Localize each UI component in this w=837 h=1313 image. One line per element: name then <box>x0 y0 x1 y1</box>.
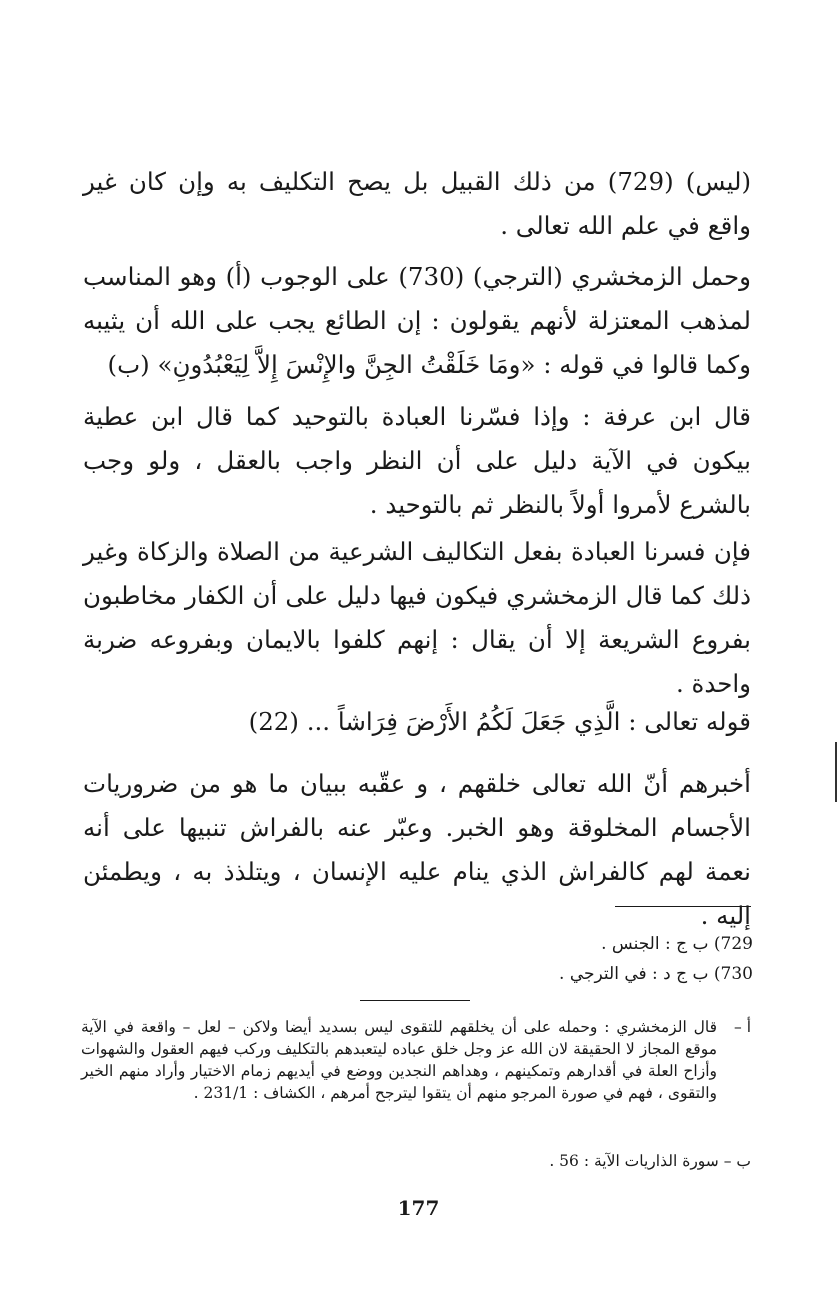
note-a: قال الزمخشري : وحمله على أن يخلقهم للتقوى ليس بسديد أيضا ولاكن – لعل – واقعة في الآية موقع المجاز لا الحقيقة لان الله عز وجل خلق عباده ليتعبدهم بالتكليف وركب فيهم العقول والشهوات وأزاح العلة في أقدارهم وتمكينهم ، وهداهم النجدين ووضع في أيديهم زمام الاختيار وأراد منهم الخير والتقوى ، فهم في صورة المرجو منهم أن يتقوا ليترجح أمرهم ، الكشاف : 231/1 . <box>81 1018 717 1102</box>
paragraph-5: أخبرهم أنّ الله تعالى خلقهم ، و عقّبه ببيان ما هو من ضروريات الأجسام المخلوقة وهو الخبر. وعبّر عنه بالفراش تنبيها على أنه نعمة لهم كالفراش الذي ينام عليه الإنسان ، ويتلذذ به ، ويطمئن إليه . <box>83 769 751 930</box>
paragraph-1: (ليس) (729) من ذلك القبيل بل يصح التكليف به وإن كان غير واقع في علم الله تعالى . <box>83 167 752 240</box>
verse-heading: قوله تعالى : الَّذِي جَعَلَ لَكُمُ الأَرْضَ فِرَاشاً ... (22) <box>248 707 751 736</box>
notes-separator <box>360 1000 470 1001</box>
paragraph-2: وحمل الزمخشري (الترجي) (730) على الوجوب (أ) وهو المناسب لمذهب المعتزلة لأنهم يقولون : إن الطائع يجب على الله أن يثيبه وكما قالوا في قوله : «ومَا خَلَقْتُ الجِنَّ والإِنْسَ إِلاَّ لِيَعْبُدُونِ» (ب) <box>83 262 752 379</box>
footnote-729: 729) ب ج : الجنس . <box>601 934 753 954</box>
paragraph-3: قال ابن عرفة : وإذا فسّرنا العبادة بالتوحيد كما قال ابن عطية بيكون في الآية دليل على أن النظر واجب بالعقل ، ولو وجب بالشرع لأمروا أولاً بالنظر ثم بالتوحيد . <box>83 402 751 519</box>
paragraph-4: فإن فسرنا العبادة بفعل التكاليف الشرعية من الصلاة والزكاة وغير ذلك كما قال الزمخشري فيكون فيها دليل على أن الكفار مخاطبون بفروع الشريعة إلا أن يقال : إنهم كلفوا بالايمان وبفروعه ضربة واحدة . <box>83 537 751 698</box>
note-a-marker: أ – <box>734 1018 751 1036</box>
page-number: 177 <box>397 1196 440 1220</box>
footnote-730: 730) ب ج د : في الترجي . <box>559 964 753 984</box>
note-b: ب – سورة الذاريات الآية : 56 . <box>549 1152 751 1170</box>
footnote-separator <box>615 906 751 907</box>
